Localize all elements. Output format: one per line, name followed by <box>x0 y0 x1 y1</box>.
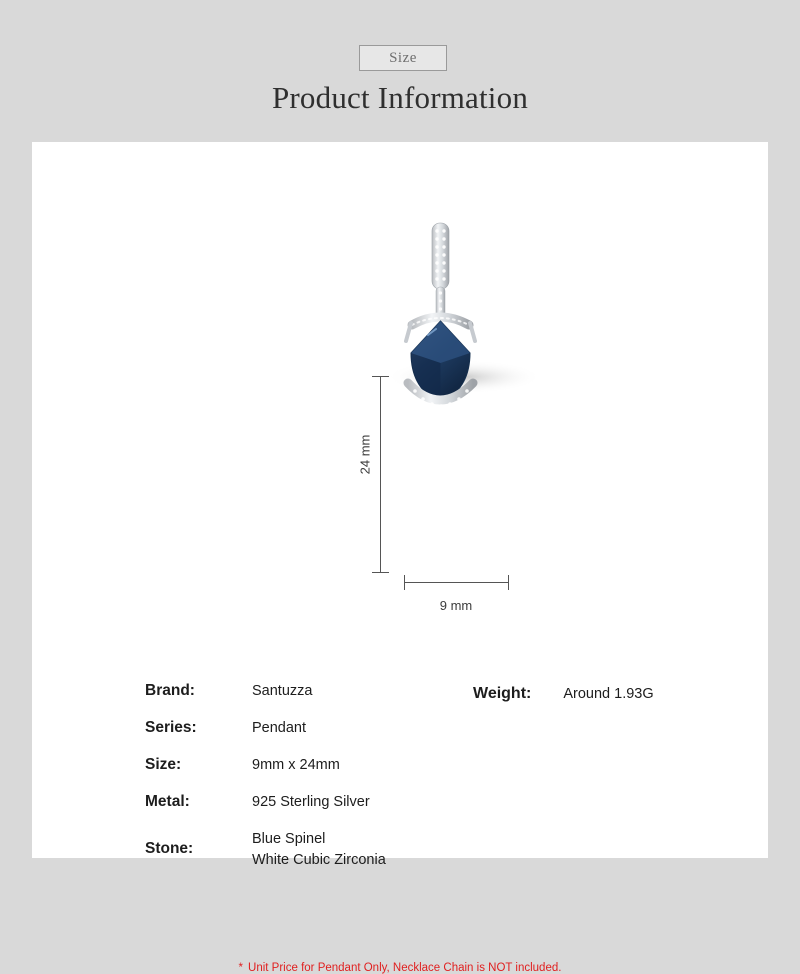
spec-key-metal: Metal: <box>145 793 190 810</box>
width-dimension-line <box>404 582 508 583</box>
spec-row-series <box>145 719 745 737</box>
height-dimension-cap-bottom <box>372 572 389 573</box>
spec-value-series: Pendant <box>252 720 307 736</box>
width-dimension-cap-right <box>508 575 509 590</box>
asterisk-icon: * <box>238 962 244 974</box>
spec-value-size: 9mm x 24mm <box>252 757 340 773</box>
information-card <box>32 142 768 974</box>
spec-value-stone <box>252 831 386 868</box>
spec-key-brand: Brand: <box>145 682 195 699</box>
size-tag: Size <box>359 45 447 71</box>
price-note <box>32 962 768 974</box>
spec-row-stone <box>145 830 745 868</box>
height-dimension-label: 24 mm <box>357 434 373 475</box>
weight-block <box>473 685 654 703</box>
height-dimension-line <box>380 376 381 572</box>
spec-row-size <box>145 756 745 774</box>
spec-value-stone-primary: Blue Spinel <box>252 831 326 847</box>
spec-key-series: Series: <box>145 719 197 736</box>
spec-value-stone-secondary: White Cubic Zirconia <box>252 852 386 868</box>
spec-key-stone: Stone: <box>145 840 194 857</box>
width-dimension-label: 9 mm <box>439 598 473 613</box>
spec-list <box>145 682 745 887</box>
spec-row-brand <box>145 682 745 700</box>
price-note-text: Unit Price for Pendant Only, Necklace Chain is NOT included. <box>248 962 562 974</box>
spec-value-metal: 925 Sterling Silver <box>252 794 370 810</box>
spec-row-metal <box>145 793 745 811</box>
page-title: Product Information <box>271 80 529 115</box>
spec-value-brand: Santuzza <box>252 683 313 699</box>
spec-key-weight: Weight: <box>473 685 532 702</box>
spec-value-weight: Around 1.93G <box>563 686 654 702</box>
spec-key-size: Size: <box>145 756 182 773</box>
